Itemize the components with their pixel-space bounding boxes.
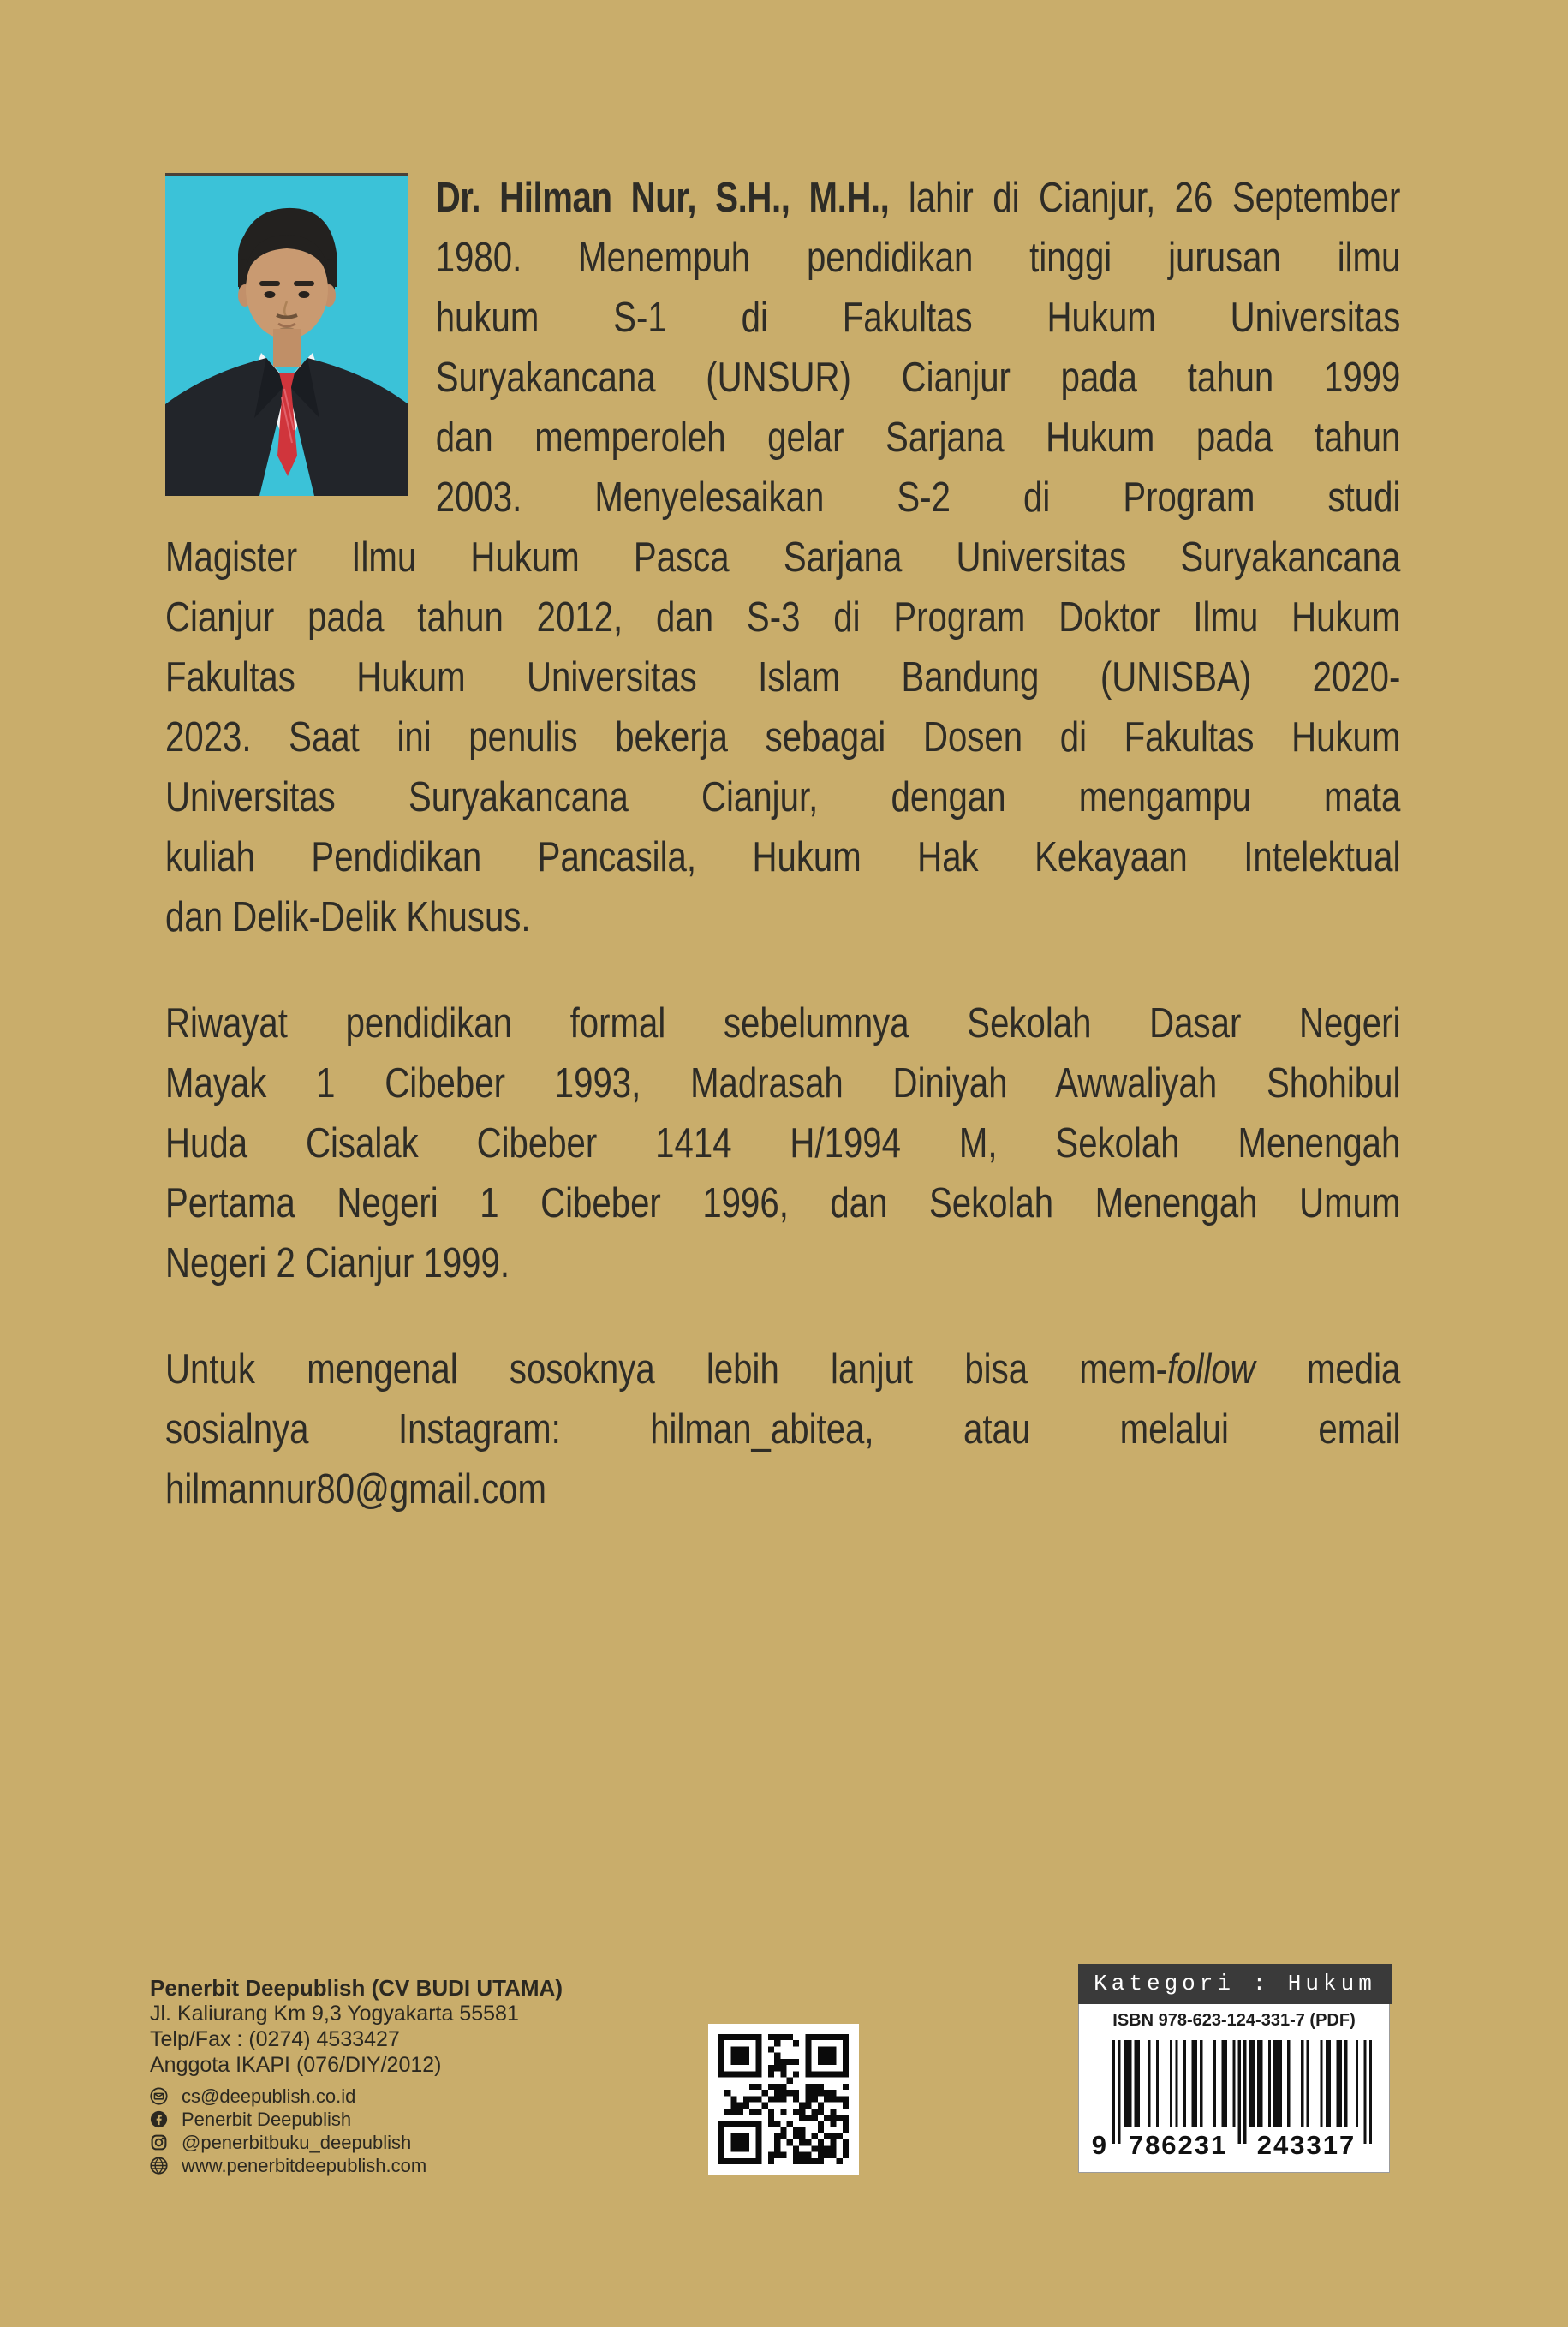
bio-line: Pertama Negeri 1 Cibeber 1996, dan Sekolah Menengah Umum <box>165 1180 1401 1226</box>
category-isbn-box <box>1078 1964 1390 2173</box>
bio-paragraph <box>165 993 1400 1293</box>
publisher-contacts <box>150 2085 681 2177</box>
facebook-icon <box>150 2110 168 2128</box>
italic-text: follow <box>1166 1346 1255 1393</box>
contact-row-facebook <box>150 2108 681 2131</box>
author-biography <box>165 168 1400 1519</box>
bio-line: Riwayat pendidikan formal sebelumnya Sekolah Dasar Negeri <box>165 1000 1401 1047</box>
bio-line: hilmannur80@gmail.com <box>165 1466 547 1513</box>
bio-text-segment: Untuk mengenal sosoknya lebih lanjut bisa mem- <box>165 1346 1167 1393</box>
contact-website-text: www.penerbitdeepublish.com <box>182 2154 427 2176</box>
bio-line: Huda Cisalak Cibeber 1414 H/1994 M, Sekolah Menengah <box>165 1120 1401 1166</box>
bio-line: hukum S-1 di Fakultas Hukum Universitas <box>435 295 1401 341</box>
contact-row-email <box>150 2085 681 2108</box>
bio-line: Universitas Suryakancana Cianjur, dengan mengampu mata <box>165 774 1401 820</box>
bio-line: Fakultas Hukum Universitas Islam Bandung (UNISBA) 2020- <box>165 654 1401 701</box>
bio-line: 2003. Menyelesaikan S-2 di Program studi <box>435 474 1401 521</box>
bio-line: sosialnya Instagram: hilman_abitea, atau melalui email <box>165 1406 1401 1453</box>
publisher-address: Jl. Kaliurang Km 9,3 Yogyakarta 55581 <box>150 2002 519 2026</box>
bio-line: 2023. Saat ini penulis bekerja sebagai Dosen di Fakultas Hukum <box>165 714 1401 761</box>
contact-row-website <box>150 2154 681 2177</box>
instagram-icon <box>150 2133 168 2151</box>
bio-line <box>165 1340 1400 1399</box>
bio-line: Cianjur pada tahun 2012, dan S-3 di Program Doktor Ilmu Hukum <box>165 594 1401 641</box>
contact-row-instagram <box>150 2131 681 2154</box>
isbn-label: ISBN 978-623-124-331-7 (PDF) <box>1112 2011 1356 2030</box>
publisher-membership: Anggota IKAPI (076/DIY/2012) <box>150 2053 442 2077</box>
author-name-bold: Dr. Hilman Nur, S.H., M.H., <box>435 175 890 221</box>
bio-text-segment: lahir di Cianjur, 26 September <box>889 175 1401 221</box>
bio-line: Magister Ilmu Hukum Pasca Sarjana Universitas Suryakancana <box>165 534 1401 581</box>
qr-code-pattern <box>718 2034 849 2164</box>
svg-text:243317: 243317 <box>1256 2130 1356 2160</box>
ean13-barcode <box>1079 2040 1389 2169</box>
contact-email-text: cs@deepublish.co.id <box>182 2085 356 2107</box>
bio-paragraph <box>165 1340 1400 1519</box>
bio-text-segment: media <box>1255 1346 1401 1393</box>
bio-line: kuliah Pendidikan Pancasila, Hukum Hak Kekayaan Intelektual <box>165 834 1401 880</box>
bio-line: dan memperoleh gelar Sarjana Hukum pada tahun <box>435 415 1401 461</box>
publisher-phone: Telp/Fax : (0274) 4533427 <box>150 2027 400 2051</box>
bio-line: 1980. Menempuh pendidikan tinggi jurusan ilmu <box>435 235 1401 281</box>
category-header: Kategori : Hukum <box>1078 1964 1392 2004</box>
svg-text:9: 9 <box>1091 2130 1108 2160</box>
qr-code <box>708 2024 859 2175</box>
globe-icon <box>150 2157 168 2175</box>
bio-line: Suryakancana (UNSUR) Cianjur pada tahun 1999 <box>435 355 1401 401</box>
email-icon <box>150 2087 168 2105</box>
svg-text:786231: 786231 <box>1128 2130 1228 2160</box>
bio-line: dan Delik-Delik Khusus. <box>165 894 531 940</box>
bio-paragraph <box>165 168 1400 947</box>
bio-line: Mayak 1 Cibeber 1993, Madrasah Diniyah Awwaliyah Shohibul <box>165 1060 1401 1107</box>
contact-facebook-text: Penerbit Deepublish <box>182 2108 352 2130</box>
contact-instagram-text: @penerbitbuku_deepublish <box>182 2131 412 2153</box>
bio-line: Negeri 2 Cianjur 1999. <box>165 1240 510 1286</box>
publisher-block <box>150 1975 681 2177</box>
publisher-name: Penerbit Deepublish (CV BUDI UTAMA) <box>150 1975 563 2001</box>
bio-line <box>436 168 1401 228</box>
